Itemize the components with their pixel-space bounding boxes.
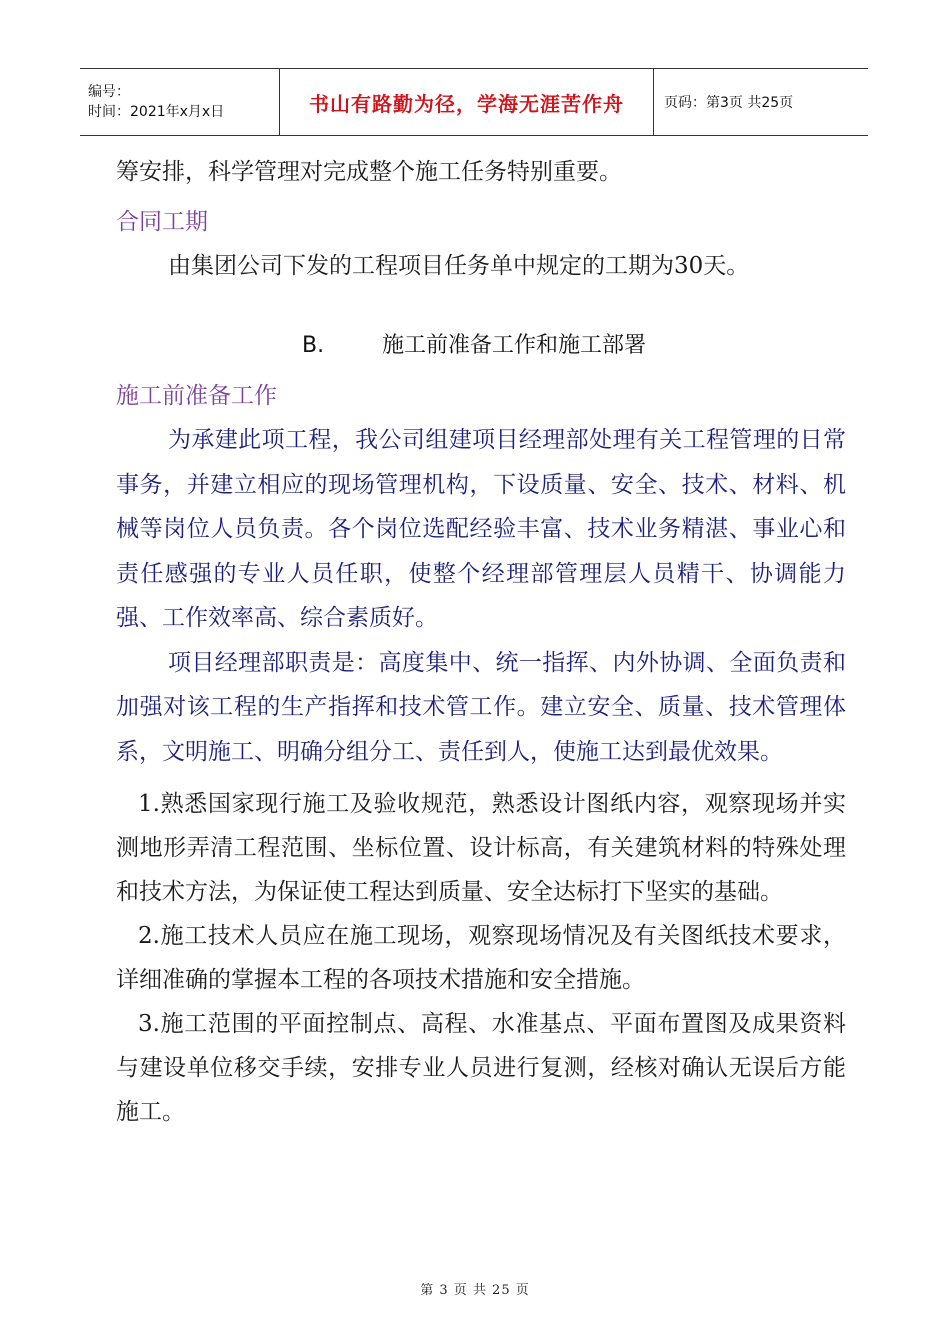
- contract-period-text: 由集团公司下发的工程项目任务单中规定的工期为30天。: [168, 253, 750, 279]
- list-item-2: 2.施工技术人员应在施工现场，观察现场情况及有关图纸技术要求，详细准确的掌握本工程的各项技术措施和安全措施。: [116, 923, 846, 993]
- section-b-number: B.: [302, 333, 325, 358]
- prep-paragraph-2: 项目经理部职责是：高度集中、统一指挥、内外协调、全面负责和加强对该工程的生产指挥和技术管工作。建立安全、质量、技术管理体系，文明施工、明确分组分工、责任到人，使施工达到最优效果。: [116, 649, 846, 765]
- contract-period-heading: 合同工期: [116, 209, 208, 235]
- section-b-label: 施工前准备工作和施工部署: [382, 333, 647, 358]
- header-meta-cell: [80, 69, 280, 135]
- section-b-title: [116, 324, 846, 368]
- document-body: [116, 150, 846, 1134]
- page-footer: 第 3 页 共 25 页: [420, 1283, 530, 1298]
- list-item-1: 1.熟悉国家现行施工及验收规范，熟悉设计图纸内容，观察现场并实测地形弄清工程范围、坐标位置、设计标高，有关建筑材料的特殊处理和技术方法，为保证使工程达到质量、安全达标打下坚实的基础。: [116, 791, 846, 905]
- prep-work-heading: 施工前准备工作: [116, 383, 277, 409]
- document-date-label: 时间：2021年x月x日: [88, 104, 225, 120]
- list-item-3: 3.施工范围的平面控制点、高程、水准基点、平面布置图及成果资料与建设单位移交手续，安排专业人员进行复测，经核对确认无误后方能施工。: [116, 1011, 846, 1125]
- header-table: [80, 68, 868, 136]
- header-page-info: 页码：第3页 共25页: [664, 95, 794, 111]
- header-motto: 书山有路勤为径，学海无涯苦作舟: [280, 69, 654, 135]
- intro-line: 筹安排，科学管理对完成整个施工任务特别重要。: [116, 159, 622, 185]
- prep-paragraph-1: 为承建此项工程，我公司组建项目经理部处理有关工程管理的日常事务，并建立相应的现场管理机构，下设质量、安全、技术、材料、机械等岗位人员负责。各个岗位选配经验丰富、技术业务精湛、事业心和责任感强的专业人员任职，使整个经理部管理层人员精干、协调能力强、工作效率高、综合素质好。: [116, 427, 846, 631]
- document-number-label: 编号：: [88, 84, 130, 100]
